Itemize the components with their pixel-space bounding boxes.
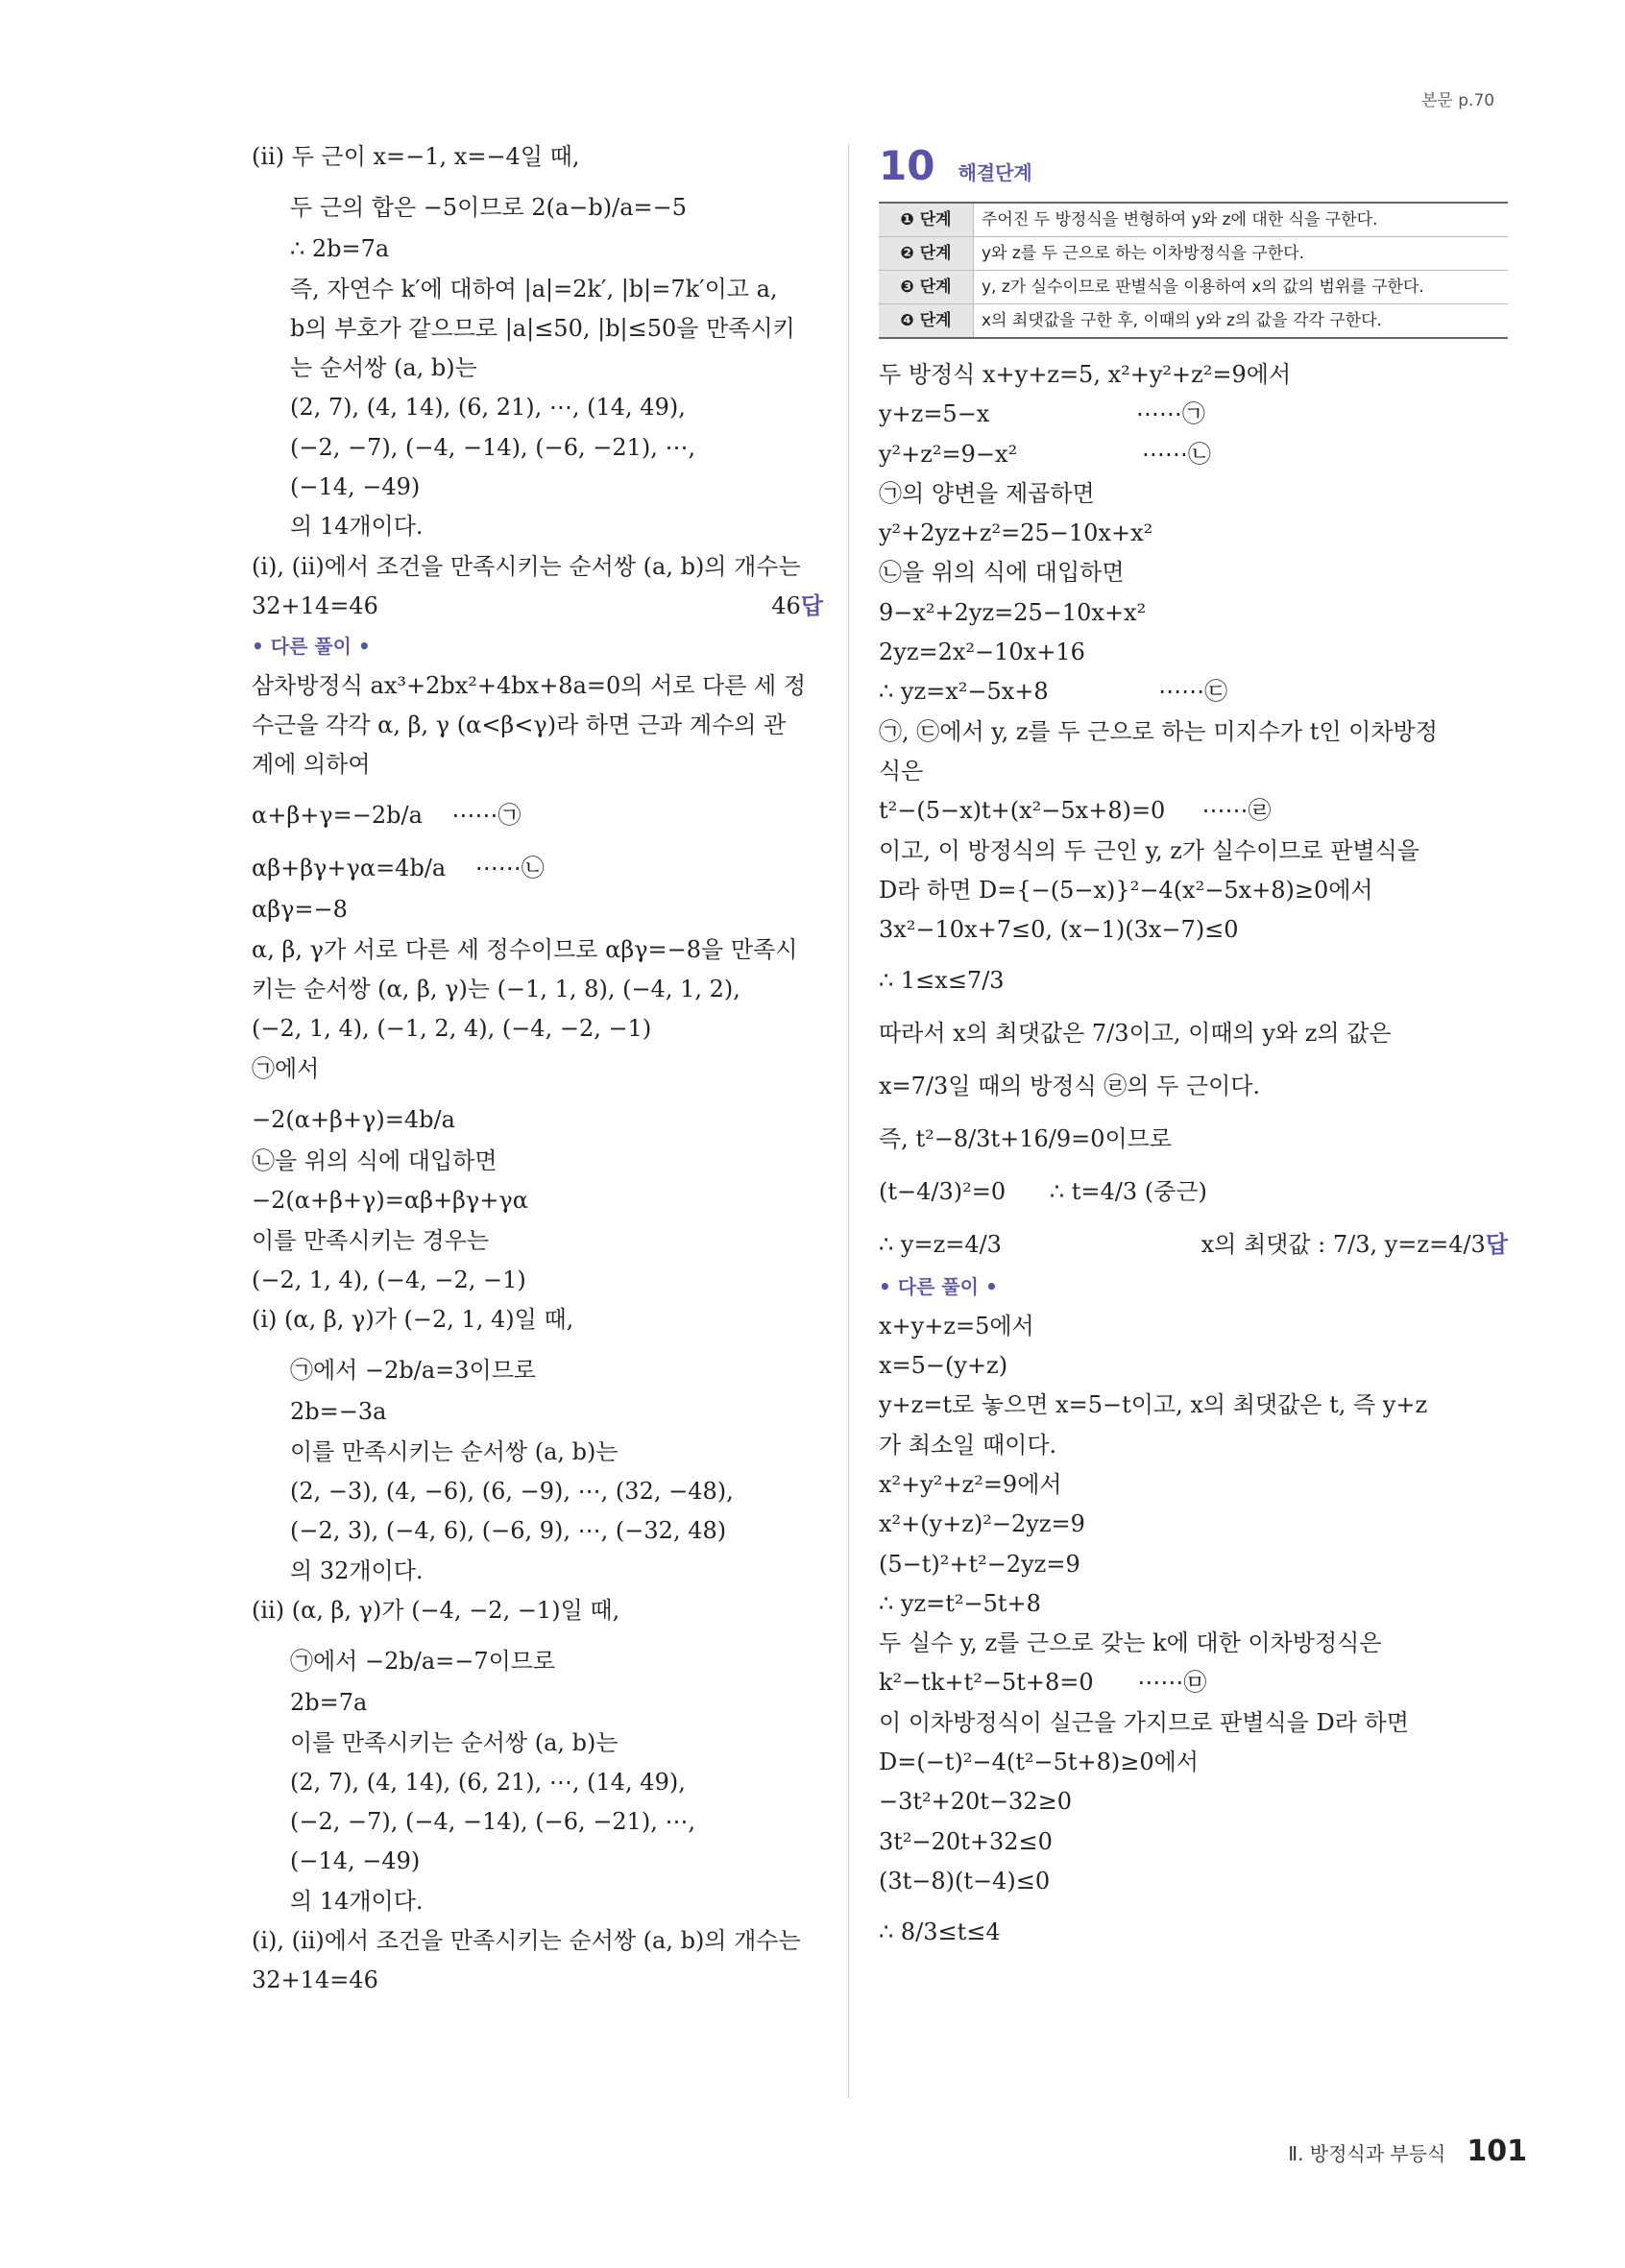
solution-line <box>879 1390 1508 1430</box>
line-text: 이 이차방정식이 실근을 가지므로 판별식을 D라 하면 <box>879 1708 1409 1736</box>
line-text: (−14, −49) <box>290 1847 421 1875</box>
solution-line <box>879 638 1508 677</box>
line-text: 의 14개이다. <box>290 513 424 541</box>
line-text: (2, −3), (4, −6), (6, −9), ⋯, (32, −48), <box>290 1478 734 1506</box>
line-text: x=7/3일 때의 방정식 ㉣의 두 근이다. <box>879 1073 1261 1100</box>
line-text: αβ+βγ+γα=4b/a ⋯⋯㉡ <box>252 855 545 882</box>
line-text: (ⅱ) 두 근이 x=−1, x=−4일 때, <box>252 143 580 170</box>
chapter-title: Ⅱ. 방정식과 부등식 <box>1288 2142 1446 2165</box>
problem-title: 해결단계 <box>958 161 1032 184</box>
line-text: 가 최소일 때이다. <box>879 1431 1057 1459</box>
solution-line <box>252 234 823 274</box>
step-label: ❷ 단계 <box>879 237 974 271</box>
solution-line <box>879 1906 1508 1959</box>
step-label: ❹ 단계 <box>879 304 974 339</box>
line-text: (2, 7), (4, 14), (6, 21), ⋯, (14, 49), <box>290 394 686 422</box>
line-text: (−2, 1, 4), (−1, 2, 4), (−4, −2, −1) <box>252 1015 652 1043</box>
solution-line <box>252 181 823 234</box>
line-text: αβγ=−8 <box>252 896 348 924</box>
step-text: y, z가 실수이므로 판별식을 이용하여 x의 값의 범위를 구한다. <box>974 271 1509 304</box>
line-text: (5−t)²+t²−2yz=9 <box>879 1550 1080 1578</box>
column-divider <box>848 144 849 2098</box>
solution-line <box>252 1397 823 1436</box>
line-text: 이를 만족시키는 순서쌍 (a, b)는 <box>290 1437 618 1465</box>
solution-line <box>252 433 823 472</box>
solution-line <box>252 552 823 591</box>
step-label: ❸ 단계 <box>879 271 974 304</box>
line-text: −3t²+20t−32≥0 <box>879 1788 1072 1816</box>
line-text: ㉠에서 −2b/a=−7이므로 <box>290 1648 556 1676</box>
solution-line <box>252 1014 823 1053</box>
step-row <box>879 304 1508 339</box>
line-text: 계에 의하여 <box>252 751 371 779</box>
solution-line <box>879 1218 1508 1271</box>
page-number: 101 <box>1467 2135 1527 2168</box>
line-text: 즉, t²−8/3t+16/9=0이므로 <box>879 1125 1173 1153</box>
line-text: 2yz=2x²−10x+16 <box>879 639 1085 666</box>
line-text: ∴ 8/3≤t≤4 <box>879 1918 1001 1946</box>
line-text: 3t²−20t+32≤0 <box>879 1827 1053 1855</box>
line-text: x²+(y+z)²−2yz=9 <box>879 1510 1085 1538</box>
step-row <box>879 203 1508 237</box>
solution-line <box>879 796 1508 835</box>
solution-line <box>252 1094 823 1146</box>
line-text: D라 하면 D={−(5−x)}²−4(x²−5x+8)≥0에서 <box>879 876 1373 904</box>
solution-line <box>252 591 823 631</box>
line-text: 식은 <box>879 757 924 784</box>
line-text: 는 순서쌍 (a, b)는 <box>290 354 477 382</box>
solution-line <box>252 1437 823 1477</box>
right-column <box>879 142 1508 1959</box>
line-text: 2b=−3a <box>290 1398 387 1426</box>
solution-line <box>252 472 823 512</box>
line-text: D=(−t)²−4(t²−5t+8)≥0에서 <box>879 1749 1199 1776</box>
line-text: (−2, 1, 4), (−4, −2, −1) <box>252 1266 526 1293</box>
line-text: ㉡을 위의 식에 대입하면 <box>252 1146 497 1174</box>
solution-line <box>252 842 823 895</box>
line-text: α, β, γ가 서로 다른 세 정수이므로 αβγ=−8을 만족시 <box>252 935 798 963</box>
solution-line <box>252 1926 823 1966</box>
solution-steps-table <box>879 202 1508 339</box>
line-text: 수근을 각각 α, β, γ (α<β<γ)라 하면 근과 계수의 관 <box>252 711 787 738</box>
line-text: ∴ 2b=7a <box>290 235 390 263</box>
solution-line <box>252 789 823 842</box>
solution-line <box>879 1708 1508 1748</box>
line-text: −2(α+β+γ)=4b/a <box>252 1105 455 1133</box>
solution-line <box>252 711 823 750</box>
solution-line <box>879 1629 1508 1668</box>
solution-line <box>879 677 1508 716</box>
solution-line <box>879 1007 1508 1060</box>
line-text: (−2, −7), (−4, −14), (−6, −21), ⋯, <box>290 1808 696 1836</box>
solution-line <box>879 1431 1508 1470</box>
solution-line <box>252 1635 823 1688</box>
line-text: ∴ 1≤x≤7/3 <box>879 967 1005 995</box>
solution-line <box>252 1054 823 1094</box>
line-text: 이를 만족시키는 경우는 <box>252 1226 490 1254</box>
line-text: 의 14개이다. <box>290 1887 424 1915</box>
solution-line <box>252 1688 823 1727</box>
solution-line <box>879 1589 1508 1629</box>
answer-value: 46 <box>771 591 801 619</box>
line-text: x²+y²+z²=9에서 <box>879 1470 1062 1498</box>
answer-label: 답 <box>800 591 823 619</box>
page-reference: 본문 p.70 <box>1421 91 1495 110</box>
solution-line <box>252 1226 823 1266</box>
line-text: 9−x²+2yz=25−10x+x² <box>879 598 1147 626</box>
line-text: (ⅰ), (ⅱ)에서 조건을 만족시키는 순서쌍 (a, b)의 개수는 <box>252 552 801 580</box>
step-text: x의 최댓값을 구한 후, 이때의 y와 z의 값을 각각 구한다. <box>974 304 1509 339</box>
line-text: y+z=t로 놓으면 x=5−t이고, x의 최댓값은 t, 즉 y+z <box>879 1391 1428 1419</box>
step-text: 주어진 두 방정식을 변형하여 y와 z에 대한 식을 구한다. <box>974 203 1509 237</box>
solution-line <box>252 1728 823 1768</box>
solution-line <box>879 954 1508 1007</box>
left-column <box>252 142 823 2006</box>
step-row <box>879 237 1508 271</box>
step-text: y와 z를 두 근으로 하는 이차방정식을 구한다. <box>974 237 1509 271</box>
solution-line <box>879 1351 1508 1390</box>
solution-line <box>879 1867 1508 1906</box>
line-text: x+y+z=5에서 <box>879 1312 1034 1339</box>
alternative-solution-label <box>252 631 823 670</box>
line-text: 32+14=46 <box>252 1966 378 1994</box>
solution-line <box>879 717 1508 757</box>
line-text: ㉠에서 <box>252 1054 320 1082</box>
line-text: 즉, 자연수 k′에 대하여 |a|=2k′, |b|=7k′이고 a, <box>290 275 778 302</box>
solution-line <box>879 1748 1508 1787</box>
line-text: • 다른 풀이 • <box>879 1275 998 1299</box>
line-text: 두 근의 합은 −5이므로 2(a−b)/a=−5 <box>290 194 688 222</box>
solution-line <box>879 1470 1508 1509</box>
line-text: 이를 만족시키는 순서쌍 (a, b)는 <box>290 1728 618 1756</box>
line-text: ∴ yz=t²−5t+8 <box>879 1589 1041 1617</box>
solution-line <box>252 275 823 314</box>
line-text: (t−4/3)²=0 ∴ t=4/3 (중근) <box>879 1178 1207 1206</box>
line-text: ㉡을 위의 식에 대입하면 <box>879 559 1125 587</box>
line-text: (ⅰ), (ⅱ)에서 조건을 만족시키는 순서쌍 (a, b)의 개수는 <box>252 1926 801 1954</box>
solution-line <box>879 1550 1508 1589</box>
line-text: k²−tk+t²−5t+8=0 ⋯⋯㉤ <box>879 1669 1207 1697</box>
line-text: 두 방정식 x+y+z=5, x²+y²+z²=9에서 <box>879 361 1292 388</box>
line-text: 2b=7a <box>290 1689 368 1717</box>
solution-line <box>879 876 1508 915</box>
line-text: (3t−8)(t−4)≤0 <box>879 1867 1051 1894</box>
solution-line <box>879 915 1508 954</box>
line-text: (−2, 3), (−4, 6), (−6, 9), ⋯, (−32, 48) <box>290 1517 727 1545</box>
solution-line <box>252 750 823 789</box>
line-text: (ⅱ) (α, β, γ)가 (−4, −2, −1)일 때, <box>252 1596 620 1624</box>
line-text: 두 실수 y, z를 근으로 갖는 k에 대한 이차방정식은 <box>879 1629 1382 1657</box>
line-text: ∴ yz=x²−5x+8 ⋯⋯㉢ <box>879 678 1228 706</box>
answer <box>1194 1218 1508 1271</box>
solution-line <box>252 1186 823 1225</box>
line-text: ㉠의 양변을 제곱하면 <box>879 479 1095 507</box>
line-text: 따라서 x의 최댓값은 7/3이고, 이때의 y와 z의 값은 <box>879 1020 1392 1048</box>
step-label: ❶ 단계 <box>879 203 974 237</box>
line-text: 의 32개이다. <box>290 1556 424 1584</box>
alternative-solution-label <box>879 1271 1508 1311</box>
solution-line <box>252 353 823 393</box>
line-text: −2(α+β+γ)=αβ+βγ+γα <box>252 1187 528 1215</box>
line-text: y²+z²=9−x² ⋯⋯㉡ <box>879 440 1211 468</box>
solution-line <box>252 975 823 1014</box>
solution-line <box>252 671 823 711</box>
line-text: ㉠, ㉢에서 y, z를 두 근으로 하는 미지수가 t인 이차방정 <box>879 717 1438 745</box>
line-text: 3x²−10x+7≤0, (x−1)(3x−7)≤0 <box>879 916 1239 944</box>
line-text: x=5−(y+z) <box>879 1352 1008 1380</box>
solution-line <box>879 519 1508 558</box>
solution-line <box>252 1807 823 1846</box>
line-text: (ⅰ) (α, β, γ)가 (−2, 1, 4)일 때, <box>252 1306 574 1334</box>
solution-line <box>252 895 823 934</box>
solution-line <box>252 1966 823 2005</box>
line-text: • 다른 풀이 • <box>252 635 371 659</box>
line-text: (−14, −49) <box>290 473 421 501</box>
answer <box>764 591 823 620</box>
solution-line <box>252 1887 823 1926</box>
line-text: 이고, 이 방정식의 두 근인 y, z가 실수이므로 판별식을 <box>879 836 1419 864</box>
solution-line <box>879 360 1508 399</box>
solution-line <box>252 512 823 551</box>
solution-line <box>252 1596 823 1635</box>
solution-line <box>252 1477 823 1516</box>
step-row <box>879 271 1508 304</box>
line-text: 32+14=46 <box>252 591 378 619</box>
solution-line <box>879 1113 1508 1166</box>
problem-number: 10 <box>879 142 935 189</box>
solution-line <box>252 1146 823 1186</box>
solution-line <box>252 1344 823 1397</box>
problem-header <box>879 142 1508 190</box>
line-text: (2, 7), (4, 14), (6, 21), ⋯, (14, 49), <box>290 1768 686 1796</box>
line-text: t²−(5−x)t+(x²−5x+8)=0 ⋯⋯㉣ <box>879 797 1272 825</box>
solution-line <box>879 479 1508 519</box>
solution-line <box>879 757 1508 796</box>
solution-line <box>252 1305 823 1344</box>
solution-line <box>252 1768 823 1807</box>
line-text: (−2, −7), (−4, −14), (−6, −21), ⋯, <box>290 433 696 461</box>
page-footer <box>1249 2135 1527 2168</box>
line-text: ∴ y=z=4/3 <box>879 1231 1002 1259</box>
solution-line <box>879 1827 1508 1867</box>
solution-line <box>252 142 823 181</box>
right-solution <box>879 360 1508 1959</box>
solution-line <box>252 1266 823 1305</box>
solution-line <box>252 393 823 432</box>
solution-line <box>879 836 1508 876</box>
answer-value: x의 최댓값 : 7/3, y=z=4/3 <box>1201 1231 1486 1259</box>
solution-line <box>879 1787 1508 1826</box>
solution-line <box>879 1166 1508 1218</box>
solution-line <box>879 598 1508 638</box>
solution-line <box>879 399 1508 439</box>
answer-label: 답 <box>1485 1231 1508 1259</box>
solution-line <box>879 1312 1508 1351</box>
solution-line <box>879 558 1508 597</box>
line-text: y+z=5−x ⋯⋯㉠ <box>879 400 1205 428</box>
line-text: α+β+γ=−2b/a ⋯⋯㉠ <box>252 802 521 830</box>
solution-line <box>252 935 823 975</box>
solution-line <box>879 1060 1508 1113</box>
solution-line <box>252 1556 823 1596</box>
solution-line <box>252 1846 823 1886</box>
line-text: 키는 순서쌍 (α, β, γ)는 (−1, 1, 8), (−4, 1, 2), <box>252 976 740 1003</box>
solution-line <box>879 1668 1508 1707</box>
line-text: b의 부호가 같으므로 |a|≤50, |b|≤50을 만족시키 <box>290 314 795 342</box>
solution-line <box>879 1509 1508 1549</box>
line-text: y²+2yz+z²=25−10x+x² <box>879 519 1153 547</box>
solution-line <box>879 440 1508 479</box>
line-text: ㉠에서 −2b/a=3이므로 <box>290 1357 537 1385</box>
line-text: 삼차방정식 ax³+2bx²+4bx+8a=0의 서로 다른 세 정 <box>252 671 807 699</box>
solution-line <box>252 1516 823 1556</box>
solution-line <box>252 314 823 353</box>
